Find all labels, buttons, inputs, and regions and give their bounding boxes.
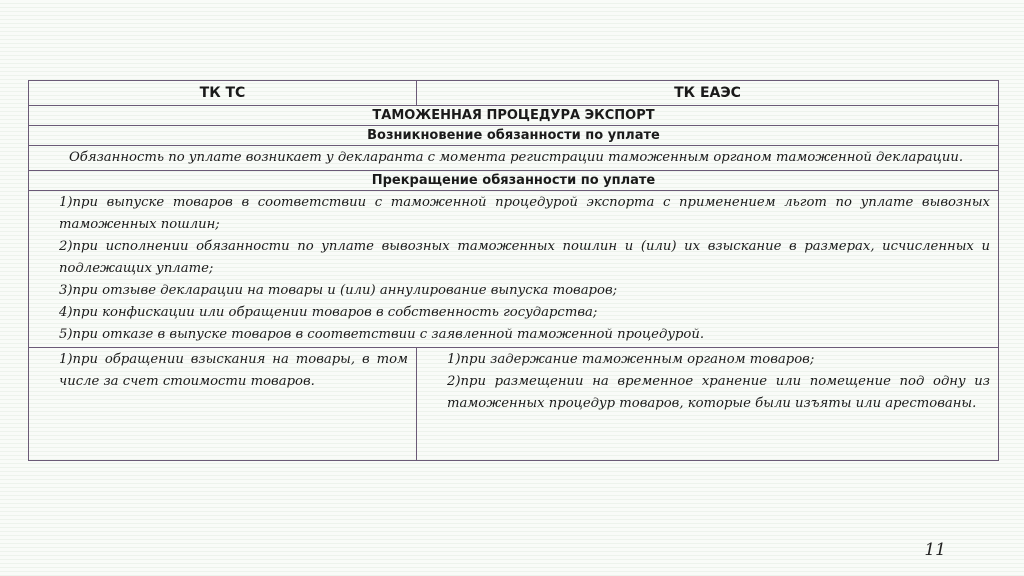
procedure-title-row: [29, 106, 999, 126]
section2-left-list: [29, 348, 417, 461]
section2-common-row: [29, 191, 999, 348]
procedure-title: ТАМОЖЕННАЯ ПРОЦЕДУРА ЭКСПОРТ: [29, 106, 999, 126]
list-item: 2)при исполнении обязанности по уплате вывозных таможенных пошлин и (или) их взыскание в размерах, исчисленных и подлежащих уплате;: [59, 239, 990, 276]
section1-text-row: [29, 146, 999, 171]
header-tk-ts: ТК ТС: [29, 81, 417, 106]
section2-title: Прекращение обязанности по уплате: [29, 171, 999, 191]
list-item: 3)при отзыве декларации на товары и (или) аннулирование выпуска товаров;: [59, 283, 618, 298]
list-item: 2)при размещении на временное хранение или помещение под одну из таможенных процедур товаров, которые были изъяты или арестованы.: [447, 374, 990, 411]
section2-right-list: [417, 348, 999, 461]
list-item: 1)при обращении взыскания на товары, в том числе за счет стоимости товаров.: [59, 352, 408, 389]
list-item: 5)при отказе в выпуске товаров в соответствии с заявленной таможенной процедурой.: [59, 327, 705, 342]
list-item: 4)при конфискации или обращении товаров в собственность государства;: [59, 305, 598, 320]
table-header-row: [29, 81, 999, 106]
list-item: 1)при выпуске товаров в соответствии с таможенной процедурой экспорта с применением льгот по уплате вывозных таможенных пошлин;: [59, 195, 990, 232]
list-item: 1)при задержание таможенным органом товаров;: [447, 352, 815, 367]
page-number: 11: [924, 540, 946, 560]
section1-text: Обязанность по уплате возникает у декларанта с момента регистрации таможенным органом таможенной декларации.: [29, 146, 999, 171]
section2-title-row: [29, 171, 999, 191]
comparison-table: [28, 80, 999, 461]
section1-title: Возникновение обязанности по уплате: [29, 126, 999, 146]
section2-split-row: [29, 348, 999, 461]
header-tk-eaes: ТК ЕАЭС: [417, 81, 999, 106]
section2-common-list: [29, 191, 999, 348]
section1-title-row: [29, 126, 999, 146]
